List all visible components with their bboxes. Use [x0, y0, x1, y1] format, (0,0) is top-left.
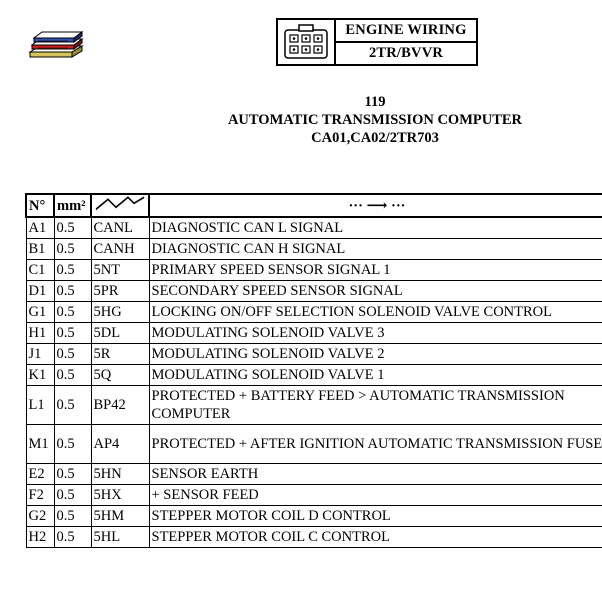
description-cell: DIAGNOSTIC CAN H SIGNAL	[149, 239, 602, 260]
pin-cell: G1	[26, 302, 54, 323]
pin-cell: E2	[26, 464, 54, 485]
table-row	[26, 365, 602, 386]
section-cell: 0.5	[54, 506, 91, 527]
description-cell: + SENSOR FEED	[149, 485, 602, 506]
pin-cell: D1	[26, 281, 54, 302]
section-cell: 0.5	[54, 239, 91, 260]
table-row	[26, 527, 602, 548]
wire-code-cell: CANH	[91, 239, 149, 260]
section-cell: 0.5	[54, 344, 91, 365]
wire-code-cell: AP4	[91, 425, 149, 464]
connector-plug-icon	[278, 20, 336, 64]
component-title	[170, 93, 580, 147]
wire-code-cell: 5HG	[91, 302, 149, 323]
section-cell: 0.5	[54, 302, 91, 323]
section-cell: 0.5	[54, 217, 91, 239]
zigzag-wire-icon	[91, 194, 149, 217]
table-row	[26, 302, 602, 323]
description-cell: MODULATING SOLENOID VALVE 2	[149, 344, 602, 365]
wire-code-cell: CANL	[91, 217, 149, 239]
table-row	[26, 217, 602, 239]
component-codes: CA01,CA02/2TR703	[311, 130, 439, 146]
header-pin: N°	[26, 194, 54, 217]
connector-code: 2TR/BVVR	[368, 45, 444, 61]
section-cell: 0.5	[54, 425, 91, 464]
section-cell: 0.5	[54, 485, 91, 506]
description-cell: DIAGNOSTIC CAN L SIGNAL	[149, 217, 602, 239]
description-cell: MODULATING SOLENOID VALVE 3	[149, 323, 602, 344]
wire-code-cell: 5Q	[91, 365, 149, 386]
section-cell: 0.5	[54, 323, 91, 344]
table-header-row	[26, 194, 602, 217]
connector-header	[276, 18, 478, 66]
description-cell: LOCKING ON/OFF SELECTION SOLENOID VALVE CONTROL	[149, 302, 602, 323]
table-row	[26, 323, 602, 344]
section-cell: 0.5	[54, 386, 91, 425]
description-cell: MODULATING SOLENOID VALVE 1	[149, 365, 602, 386]
table-row	[26, 260, 602, 281]
wire-code-cell: 5DL	[91, 323, 149, 344]
component-name: AUTOMATIC TRANSMISSION COMPUTER	[227, 112, 523, 128]
pin-cell: A1	[26, 217, 54, 239]
component-number: 119	[364, 94, 386, 110]
wire-code-cell: 5HM	[91, 506, 149, 527]
wire-code-cell: 5R	[91, 344, 149, 365]
table-row	[26, 464, 602, 485]
table-row	[26, 281, 602, 302]
description-cell: SENSOR EARTH	[149, 464, 602, 485]
pin-cell: F2	[26, 485, 54, 506]
description-cell: SECONDARY SPEED SENSOR SIGNAL	[149, 281, 602, 302]
pin-cell: J1	[26, 344, 54, 365]
table-row	[26, 425, 602, 464]
pin-cell: G2	[26, 506, 54, 527]
pin-table	[25, 193, 602, 548]
section-cell: 0.5	[54, 260, 91, 281]
table-row	[26, 506, 602, 527]
wire-code-cell: 5PR	[91, 281, 149, 302]
pin-cell: B1	[26, 239, 54, 260]
table-row	[26, 239, 602, 260]
connector-label: ENGINE WIRING	[336, 20, 476, 43]
wire-code-cell: 5NT	[91, 260, 149, 281]
description-cell: PROTECTED + BATTERY FEED > AUTOMATIC TRANSMISSION COMPUTER	[149, 386, 602, 425]
header-destination: ··· ⟶ ···	[149, 194, 602, 217]
wire-code-cell: 5HN	[91, 464, 149, 485]
pin-cell: C1	[26, 260, 54, 281]
description-cell: PRIMARY SPEED SENSOR SIGNAL 1	[149, 260, 602, 281]
pin-cell: M1	[26, 425, 54, 464]
table-row	[26, 344, 602, 365]
section-cell: 0.5	[54, 281, 91, 302]
pin-cell: L1	[26, 386, 54, 425]
wire-code-cell: BP42	[91, 386, 149, 425]
section-cell: 0.5	[54, 527, 91, 548]
pin-cell: K1	[26, 365, 54, 386]
section-cell: 0.5	[54, 464, 91, 485]
stacked-books-icon	[28, 28, 86, 58]
description-cell: STEPPER MOTOR COIL D CONTROL	[149, 506, 602, 527]
header-section: mm²	[54, 194, 91, 217]
pin-cell: H2	[26, 527, 54, 548]
table-row	[26, 485, 602, 506]
pin-cell: H1	[26, 323, 54, 344]
table-row	[26, 386, 602, 425]
description-cell: STEPPER MOTOR COIL C CONTROL	[149, 527, 602, 548]
description-cell: PROTECTED + AFTER IGNITION AUTOMATIC TRANSMISSION FUSE	[149, 425, 602, 464]
wire-code-cell: 5HL	[91, 527, 149, 548]
section-cell: 0.5	[54, 365, 91, 386]
wire-code-cell: 5HX	[91, 485, 149, 506]
